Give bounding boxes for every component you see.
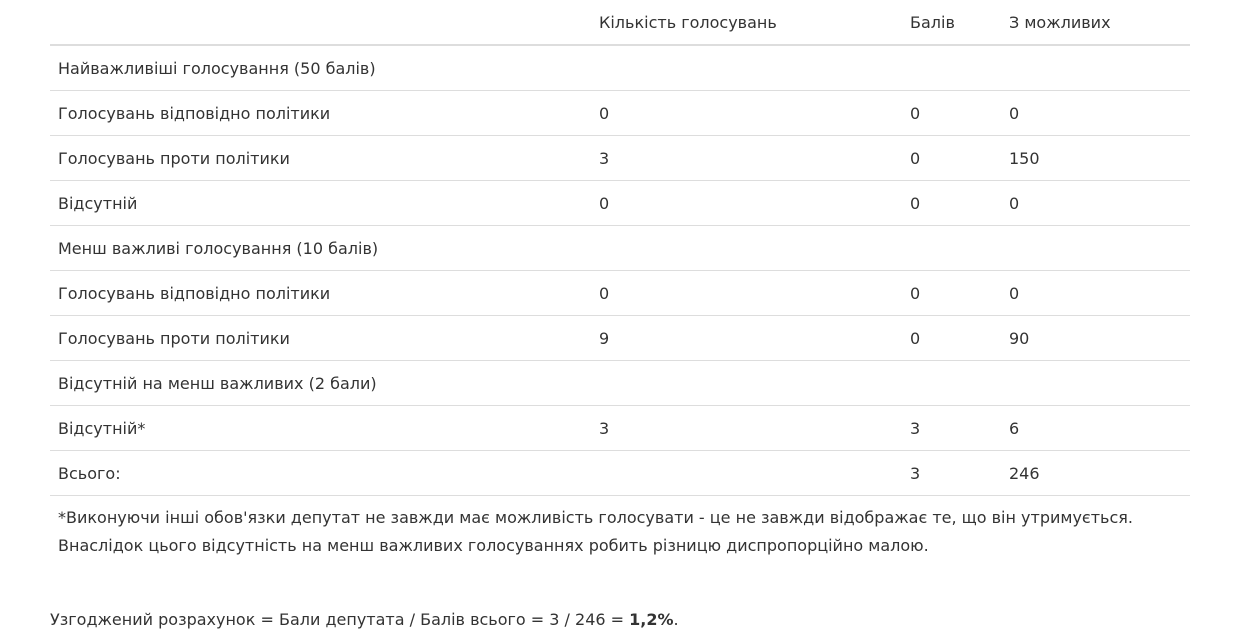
row-count: 3 — [591, 406, 902, 451]
row-points: 0 — [902, 136, 1001, 181]
votes-table — [50, 0, 1190, 496]
row-possible — [1001, 45, 1190, 91]
row-count — [591, 45, 902, 91]
row-label: Відсутній — [50, 181, 591, 226]
row-label: Найважливіші голосування (50 балів) — [50, 45, 591, 91]
row-points — [902, 45, 1001, 91]
row-label: Відсутній* — [50, 406, 591, 451]
row-possible — [1001, 361, 1190, 406]
row-count — [591, 226, 902, 271]
row-possible: 90 — [1001, 316, 1190, 361]
row-points: 0 — [902, 316, 1001, 361]
row-label: Голосувань проти політики — [50, 316, 591, 361]
table-row-total — [50, 451, 1190, 496]
row-possible: 0 — [1001, 271, 1190, 316]
row-possible: 6 — [1001, 406, 1190, 451]
table-row — [50, 406, 1190, 451]
summary-result: 1,2% — [629, 610, 674, 629]
row-possible: 246 — [1001, 451, 1190, 496]
table-header-row — [50, 0, 1190, 45]
row-count: 0 — [591, 91, 902, 136]
row-points: 0 — [902, 181, 1001, 226]
row-label: Відсутній на менш важливих (2 бали) — [50, 361, 591, 406]
table-row-section — [50, 226, 1190, 271]
table-row-section — [50, 45, 1190, 91]
table-row — [50, 136, 1190, 181]
row-label: Голосувань проти політики — [50, 136, 591, 181]
table-row-section — [50, 361, 1190, 406]
row-possible: 0 — [1001, 91, 1190, 136]
row-count — [591, 451, 902, 496]
table-row — [50, 271, 1190, 316]
row-count: 9 — [591, 316, 902, 361]
row-label: Всього: — [50, 451, 591, 496]
row-count: 0 — [591, 181, 902, 226]
row-count: 0 — [591, 271, 902, 316]
table-row — [50, 181, 1190, 226]
row-points: 0 — [902, 91, 1001, 136]
header-points: Балів — [902, 0, 1001, 45]
table-row — [50, 91, 1190, 136]
row-points: 3 — [902, 451, 1001, 496]
row-count: 3 — [591, 136, 902, 181]
row-possible: 0 — [1001, 181, 1190, 226]
row-count — [591, 361, 902, 406]
row-label: Голосувань відповідно політики — [50, 271, 591, 316]
row-label: Голосувань відповідно політики — [50, 91, 591, 136]
row-points: 3 — [902, 406, 1001, 451]
table-row — [50, 316, 1190, 361]
footnote-line: *Виконуючи інші обов'язки депутат не завжди має можливість голосувати - це не завжди відображає те, що він утримується. — [58, 508, 1133, 527]
row-points — [902, 361, 1001, 406]
row-possible — [1001, 226, 1190, 271]
row-points: 0 — [902, 271, 1001, 316]
header-possible: З можливих — [1001, 0, 1190, 45]
row-label: Менш важливі голосування (10 балів) — [50, 226, 591, 271]
calculation-summary — [50, 610, 679, 629]
summary-suffix: . — [673, 610, 679, 629]
header-label — [50, 0, 591, 45]
footnote — [58, 504, 1188, 560]
header-vote-count: Кількість голосувань — [591, 0, 902, 45]
row-points — [902, 226, 1001, 271]
footnote-line: Внаслідок цього відсутність на менш важливих голосуваннях робить різницю диспропорційно малою. — [58, 536, 929, 555]
row-possible: 150 — [1001, 136, 1190, 181]
summary-formula: Узгоджений розрахунок = Бали депутата / Балів всього = 3 / 246 = — [50, 610, 630, 629]
